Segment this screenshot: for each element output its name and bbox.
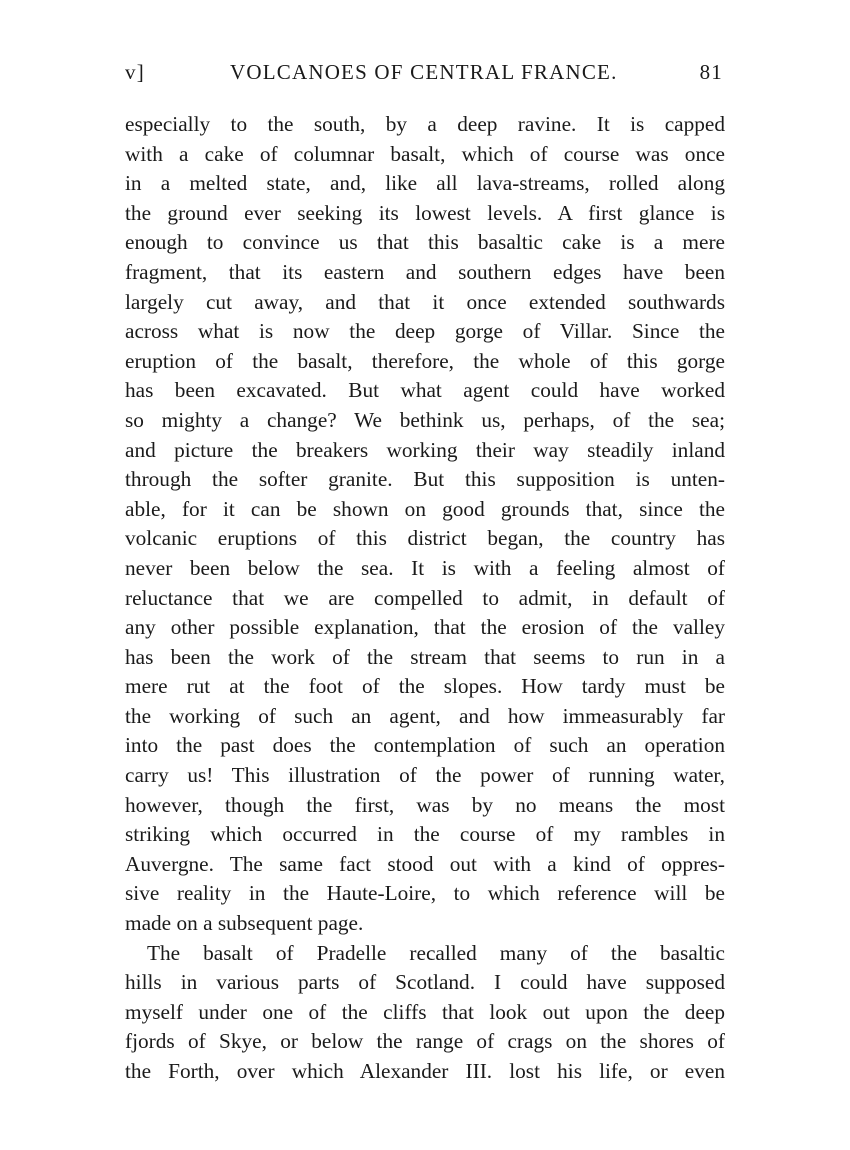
text-line: sive reality in the Haute-Loire, to which reference will be — [125, 881, 725, 906]
text-line: volcanic eruptions of this district began, the country has — [125, 526, 725, 551]
text-line: fragment, that its eastern and southern edges have been — [125, 259, 725, 284]
text-line: in a melted state, and, like all lava-streams, rolled along — [125, 171, 725, 196]
text-line: so mighty a change? We bethink us, perhaps, of the sea; — [125, 407, 725, 432]
text-line: able, for it can be shown on good grounds that, since the — [125, 496, 725, 521]
text-line: especially to the south, by a deep ravine. It is capped — [125, 112, 725, 136]
page-number: 81 — [699, 60, 723, 84]
body-text — [125, 110, 725, 1087]
text-line: the working of such an agent, and how immeasurably far — [125, 703, 725, 728]
text-line: never been below the sea. It is with a feeling almost of — [125, 555, 725, 580]
text-line: enough to convince us that this basaltic cake is a mere — [125, 230, 725, 255]
text-line: The basalt of Pradelle recalled many of the basaltic — [147, 940, 725, 965]
text-line: into the past does the contemplation of such an operation — [125, 733, 725, 758]
text-line: however, though the first, was by no means the most — [125, 792, 725, 817]
paragraph — [125, 110, 725, 939]
text-line: striking which occurred in the course of my rambles in — [125, 822, 725, 847]
text-line: fjords of Skye, or below the range of crags on the shores of — [125, 1029, 725, 1054]
text-line: has been the work of the stream that seems to run in a — [125, 644, 725, 669]
text-line: any other possible explanation, that the erosion of the valley — [125, 615, 725, 640]
text-line: carry us! This illustration of the power of running water, — [125, 763, 725, 788]
text-line: and picture the breakers working their way steadily inland — [125, 437, 725, 462]
chapter-number: v] — [125, 60, 145, 84]
text-line: the ground ever seeking its lowest levels. A first glance is — [125, 200, 725, 225]
text-line: hills in various parts of Scotland. I could have supposed — [125, 970, 725, 995]
text-line: mere rut at the foot of the slopes. How tardy must be — [125, 674, 725, 699]
text-line: reluctance that we are compelled to admit, in default of — [125, 585, 725, 610]
text-line: with a cake of columnar basalt, which of course was once — [125, 141, 725, 166]
running-head — [125, 60, 725, 94]
paragraph — [125, 939, 725, 1087]
text-line: largely cut away, and that it once extended southwards — [125, 289, 725, 314]
text-line: through the softer granite. But this supposition is unten- — [125, 467, 725, 492]
text-line: has been excavated. But what agent could have worked — [125, 378, 725, 403]
text-line: eruption of the basalt, therefore, the whole of this gorge — [125, 348, 725, 373]
book-page — [125, 60, 725, 1087]
running-title: VOLCANOES OF CENTRAL FRANCE. — [230, 60, 618, 84]
text-line: made on a subsequent page. — [125, 911, 364, 936]
text-line: the Forth, over which Alexander III. lost his life, or even — [125, 1059, 725, 1083]
text-line: Auvergne. The same fact stood out with a kind of oppres- — [125, 851, 725, 876]
text-line: across what is now the deep gorge of Villar. Since the — [125, 319, 725, 344]
text-line: myself under one of the cliffs that look out upon the deep — [125, 999, 725, 1024]
